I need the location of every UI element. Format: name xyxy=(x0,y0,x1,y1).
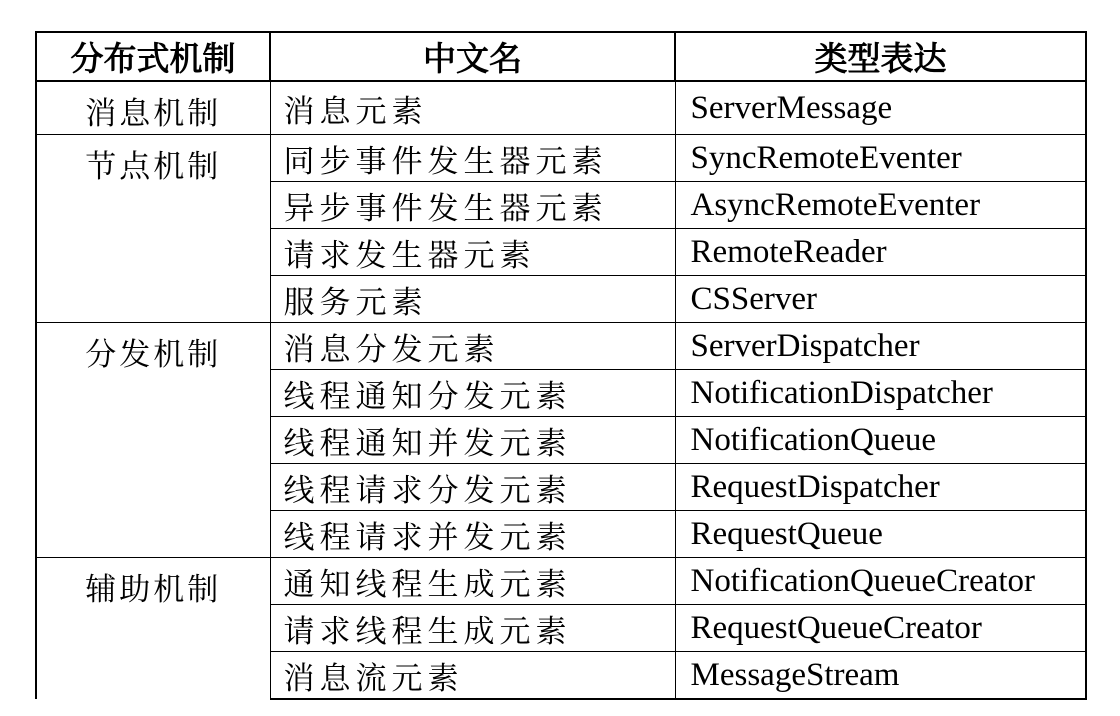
chinese-name-cell: 线程通知并发元素 xyxy=(270,417,675,464)
chinese-name-cell: 服务元素 xyxy=(270,276,675,323)
chinese-name-cell: 请求线程生成元素 xyxy=(270,605,675,652)
header-row xyxy=(36,32,1086,81)
header-mechanism: 分布式机制 xyxy=(36,32,270,81)
table-row xyxy=(36,323,1086,370)
chinese-name-cell: 异步事件发生器元素 xyxy=(270,182,675,229)
header-type-expression: 类型表达 xyxy=(675,32,1086,81)
header-chinese-name: 中文名 xyxy=(270,32,675,81)
type-expression-cell: RequestQueueCreator xyxy=(675,605,1086,652)
mechanism-table xyxy=(35,31,1087,700)
chinese-name-cell: 消息元素 xyxy=(270,81,675,135)
type-expression-cell: SyncRemoteEventer xyxy=(675,135,1086,182)
chinese-name-cell: 消息流元素 xyxy=(270,652,675,700)
type-expression-cell: NotificationQueueCreator xyxy=(675,558,1086,605)
type-expression-cell: RequestQueue xyxy=(675,511,1086,558)
chinese-name-cell: 消息分发元素 xyxy=(270,323,675,370)
table-row xyxy=(36,81,1086,135)
type-expression-cell: ServerDispatcher xyxy=(675,323,1086,370)
type-expression-cell: RemoteReader xyxy=(675,229,1086,276)
type-expression-cell: NotificationQueue xyxy=(675,417,1086,464)
mechanism-cell: 分发机制 xyxy=(36,323,270,558)
table-row xyxy=(36,558,1086,605)
chinese-name-cell: 线程通知分发元素 xyxy=(270,370,675,417)
chinese-name-cell: 线程请求分发元素 xyxy=(270,464,675,511)
chinese-name-cell: 通知线程生成元素 xyxy=(270,558,675,605)
type-expression-cell: MessageStream xyxy=(675,652,1086,700)
chinese-name-cell: 请求发生器元素 xyxy=(270,229,675,276)
table-row xyxy=(36,135,1086,182)
type-expression-cell: NotificationDispatcher xyxy=(675,370,1086,417)
mechanism-cell: 消息机制 xyxy=(36,81,270,135)
type-expression-cell: ServerMessage xyxy=(675,81,1086,135)
type-expression-cell: AsyncRemoteEventer xyxy=(675,182,1086,229)
chinese-name-cell: 线程请求并发元素 xyxy=(270,511,675,558)
mechanism-cell: 辅助机制 xyxy=(36,558,270,700)
type-expression-cell: CSServer xyxy=(675,276,1086,323)
type-expression-cell: RequestDispatcher xyxy=(675,464,1086,511)
chinese-name-cell: 同步事件发生器元素 xyxy=(270,135,675,182)
mechanism-cell: 节点机制 xyxy=(36,135,270,323)
